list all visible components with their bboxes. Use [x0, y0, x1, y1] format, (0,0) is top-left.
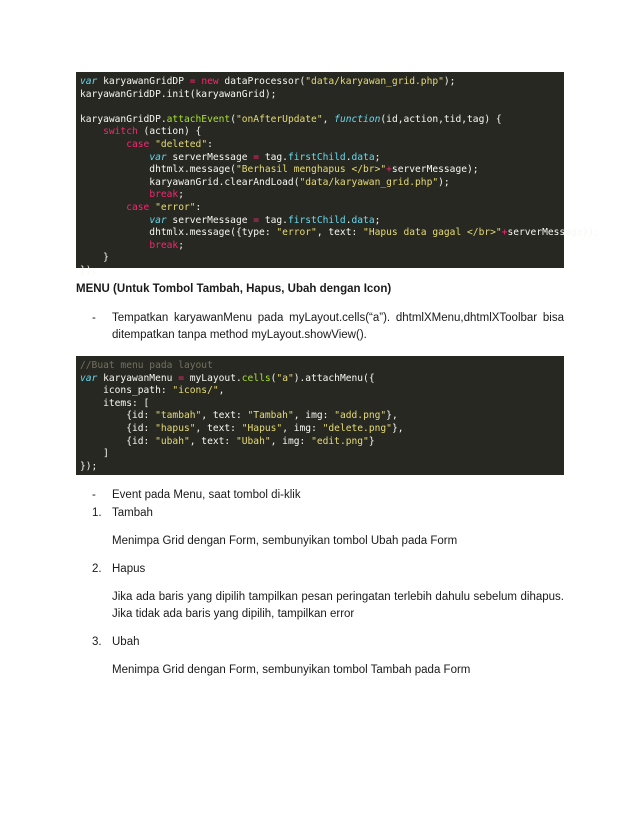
code-token: karyawanGridDP.init(karyawanGrid); — [80, 88, 277, 100]
code-token: dhtmlx.message({type: — [80, 227, 277, 239]
bullet-text-menu-placement: Tempatkan karyawanMenu pada myLayout.cells(“a”). dhtmlXMenu,dhtmlXToolbar bisa ditempatkan tanpa method myLayout.showView(). — [112, 312, 564, 341]
code-token: items: [ — [80, 397, 150, 409]
code-token: {id: — [80, 410, 156, 422]
code-token: , img: — [293, 410, 335, 422]
code-token: }); — [80, 264, 98, 276]
code-token: }, — [386, 410, 398, 422]
list-title-tambah: Tambah — [112, 507, 153, 519]
code-token: serverMessage); — [391, 164, 479, 176]
code-token: "edit.png" — [311, 435, 369, 447]
code-block-data-processor — [76, 72, 600, 276]
code-token: icons_path: — [80, 385, 173, 397]
code-token: "add.png" — [334, 410, 387, 422]
code-token: "tambah" — [155, 410, 202, 422]
section-heading: MENU (Untuk Tombol Tambah, Hapus, Ubah dengan Icon) — [76, 283, 392, 295]
code-line — [80, 152, 560, 165]
code-token: "data/karyawan_grid.php" — [299, 176, 439, 188]
list-desc-tambah: Menimpa Grid dengan Form, sembunyikan tombol Ubah pada Form — [112, 535, 458, 547]
code-token: firstChild — [287, 151, 346, 163]
list-desc-ubah: Menimpa Grid dengan Form, sembunyikan tombol Tambah pada Form — [112, 664, 471, 676]
code-line — [80, 265, 560, 278]
code-token: firstChild — [287, 214, 346, 226]
list-title-hapus: Hapus — [112, 563, 146, 575]
code-token: "Ubah" — [235, 435, 271, 447]
code-token: {id: — [80, 435, 156, 447]
code-token: "icons/" — [172, 385, 219, 397]
code-token: karyawanGridDP — [97, 76, 190, 87]
code-token: ; — [178, 239, 184, 251]
code-token: : — [207, 138, 213, 150]
code-line — [80, 360, 560, 373]
code-token: , text: — [195, 422, 242, 434]
code-token: + — [501, 227, 508, 239]
code-token: ; — [374, 151, 381, 163]
code-token: , text: — [189, 435, 236, 447]
code-token: "a" — [276, 372, 294, 384]
code-token: = — [178, 372, 184, 384]
code-token: serverMessage — [166, 151, 254, 163]
code-token: var — [80, 372, 98, 384]
code-token: break — [149, 239, 179, 251]
code-token: ).attachMenu({ — [293, 372, 375, 384]
code-token: {id: — [80, 422, 156, 434]
code-line — [80, 164, 560, 177]
code-line — [80, 89, 560, 102]
code-line — [80, 461, 560, 474]
code-token: tag. — [259, 214, 288, 226]
code-token: var — [80, 76, 98, 87]
code-token: break — [149, 189, 179, 201]
code-token: //Buat menu pada layout — [80, 360, 213, 371]
code-line — [80, 423, 560, 436]
code-token — [80, 240, 149, 251]
code-token: tag. — [259, 151, 288, 163]
code-token: data — [351, 214, 375, 226]
code-line — [80, 240, 560, 253]
code-token: ); — [443, 76, 456, 87]
code-line — [80, 189, 560, 202]
code-token: myLayout. — [183, 372, 242, 384]
code-token: : — [195, 201, 202, 213]
code-token: "Hapus" — [241, 422, 283, 434]
code-line — [80, 398, 560, 411]
code-token: "Tambah" — [247, 410, 294, 422]
bullet-text-menu-event: Event pada Menu, saat tombol di-klik — [112, 489, 301, 501]
list-number: 1. — [92, 507, 102, 519]
code-block-attach-menu — [76, 356, 564, 475]
code-token: var — [149, 151, 167, 163]
code-token: }); — [80, 460, 98, 472]
code-token: switch — [103, 126, 138, 138]
code-token: case — [126, 201, 150, 213]
code-token: function — [334, 113, 381, 125]
code-token — [80, 139, 126, 150]
code-token: ; — [374, 214, 381, 226]
code-token: (action) { — [137, 126, 202, 138]
code-token: data — [351, 151, 375, 163]
code-token: = — [253, 151, 260, 163]
code-token: } — [80, 252, 109, 264]
code-token: dataProcessor( — [218, 76, 306, 87]
code-token: }, — [391, 422, 404, 434]
code-token: + — [386, 164, 392, 176]
list-number: 2. — [92, 563, 102, 575]
list-title-ubah: Ubah — [112, 636, 140, 648]
code-token: "error" — [155, 201, 196, 213]
code-token: , img: — [282, 422, 323, 434]
code-token: var — [149, 214, 167, 226]
code-token: ; — [178, 189, 184, 201]
code-token — [80, 189, 149, 200]
code-token: "Berhasil menghapus </br>" — [235, 164, 387, 176]
code-token: attachEvent — [166, 113, 231, 125]
code-token: ] — [80, 448, 109, 460]
bullet-marker: - — [92, 489, 96, 501]
code-token: "data/karyawan_grid.php" — [305, 76, 444, 87]
code-token: = — [189, 76, 196, 87]
code-token: ( — [230, 113, 236, 125]
code-token: "delete.png" — [322, 422, 392, 434]
code-token: "error" — [276, 227, 317, 239]
code-token: ); — [438, 176, 450, 188]
code-line — [80, 448, 560, 461]
code-line — [80, 177, 560, 190]
code-token: , text: — [201, 410, 248, 422]
code-token: (id,action,tid,tag) { — [380, 113, 502, 125]
code-token — [80, 215, 149, 226]
code-token: "hapus" — [155, 422, 196, 434]
code-token: } — [368, 435, 375, 447]
code-token: "deleted" — [155, 138, 208, 150]
code-line — [80, 373, 560, 386]
code-token: serverMessage}); — [507, 227, 600, 239]
code-token: , img: — [270, 435, 312, 447]
code-line — [80, 436, 560, 449]
code-line — [80, 76, 560, 89]
code-line — [80, 101, 560, 114]
code-line — [80, 126, 560, 139]
code-line — [80, 215, 560, 228]
code-token: , — [322, 113, 335, 125]
bullet-marker: - — [92, 312, 96, 324]
code-token — [80, 152, 149, 163]
code-line — [80, 385, 560, 398]
code-token: cells — [241, 372, 271, 384]
code-line — [80, 252, 560, 265]
code-line — [80, 202, 560, 215]
code-token: serverMessage — [166, 214, 254, 226]
list-desc-hapus: Jika ada baris yang dipilih tampilkan pesan peringatan terlebih dahulu sebelum dihapus. Jika tidak ada baris yang dipilih, tampilkan error — [112, 591, 564, 620]
code-token: = — [253, 214, 260, 226]
code-token: . — [345, 214, 352, 226]
code-token: karyawanGrid.clearAndLoad( — [80, 176, 300, 188]
code-line — [80, 410, 560, 423]
code-line — [80, 139, 560, 152]
code-token: , — [218, 385, 225, 397]
code-token: karyawanMenu — [97, 372, 179, 384]
code-token: karyawanGridDP. — [80, 113, 167, 125]
code-token: case — [126, 138, 150, 150]
code-token — [80, 126, 103, 137]
code-token: "Hapus data gagal </br>" — [363, 227, 502, 239]
code-token — [80, 202, 126, 213]
code-token: . — [345, 151, 352, 163]
list-number: 3. — [92, 636, 102, 648]
code-token: dhtmlx.message( — [80, 164, 236, 176]
code-token: "ubah" — [155, 435, 190, 447]
code-token: ( — [270, 372, 277, 384]
code-line — [80, 227, 600, 240]
code-token: new — [201, 76, 219, 87]
code-token: "onAfterUpdate" — [235, 113, 323, 125]
code-line — [80, 114, 560, 127]
code-token: , text: — [316, 227, 364, 239]
